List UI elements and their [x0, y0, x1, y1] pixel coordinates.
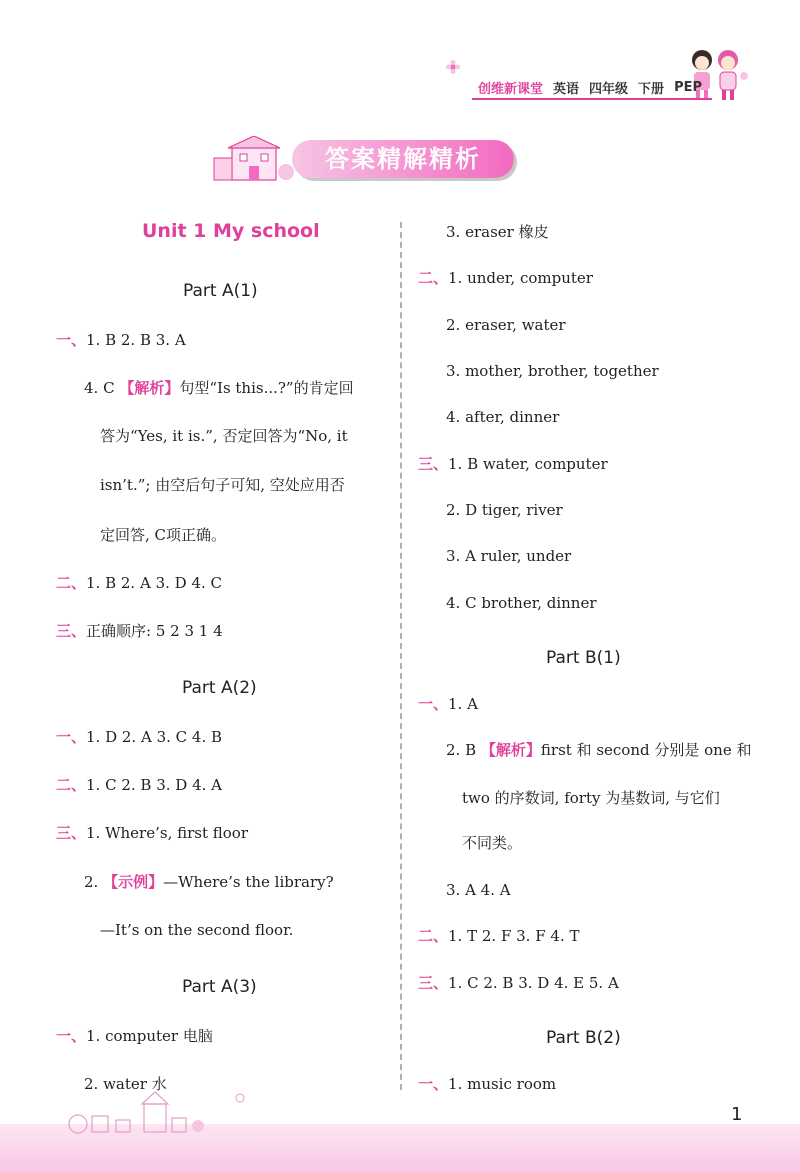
list-item — [56, 727, 222, 747]
answer-text: 1. C 2. B 3. D 4. A — [86, 776, 222, 794]
section-number: 三、 — [418, 455, 449, 473]
list-item — [56, 621, 223, 641]
town-illustration-icon — [64, 1086, 254, 1136]
list-item: —It’s on the second floor. — [100, 921, 294, 939]
answer-text: 1. B 2. B 3. A — [86, 331, 186, 349]
section-number: 二、 — [56, 776, 87, 794]
answer-text: 正确顺序: 5 2 3 1 4 — [86, 622, 223, 640]
brand-name: 创维新课堂 — [478, 81, 544, 97]
list-item — [56, 330, 186, 350]
analysis-tag: 【解析】 — [480, 741, 541, 759]
list-item: 4. after, dinner — [446, 408, 560, 426]
list-item — [418, 694, 478, 714]
answer-text: 1. A — [448, 695, 478, 713]
part-a2-title: Part A(2) — [182, 678, 257, 698]
answer-text: 2. B — [446, 741, 481, 759]
answer-text: first 和 second 分别是 one 和 — [540, 741, 752, 759]
list-item: 3. eraser 橡皮 — [446, 223, 549, 241]
list-item: 4. C brother, dinner — [446, 594, 597, 612]
answer-text: 1. music room — [448, 1075, 557, 1093]
section-number: 一、 — [56, 331, 87, 349]
page-title: 答案精解精析 — [325, 145, 481, 173]
answer-text: 2. — [84, 873, 104, 891]
answer-text: 1. computer 电脑 — [86, 1027, 213, 1045]
header-grade: 四年级 — [589, 81, 629, 97]
section-number: 三、 — [418, 974, 449, 992]
answer-text: 1. B water, computer — [448, 455, 608, 473]
header-info — [478, 76, 702, 98]
column-divider — [400, 222, 402, 1090]
answer-text: 句型“Is this...?”的肯定回 — [179, 379, 354, 397]
list-item — [56, 823, 248, 843]
list-item: 2. D tiger, river — [446, 501, 563, 519]
part-b2-title: Part B(2) — [546, 1028, 621, 1048]
section-number: 二、 — [418, 269, 449, 287]
list-item — [418, 1074, 556, 1094]
list-item: 3. mother, brother, together — [446, 362, 659, 380]
list-item — [84, 872, 334, 892]
list-item — [84, 378, 354, 398]
page-number: 1 — [731, 1104, 743, 1125]
part-a3-title: Part A(3) — [182, 977, 257, 997]
section-number: 二、 — [418, 927, 449, 945]
answer-text: 1. D 2. A 3. C 4. B — [86, 728, 222, 746]
flower-icon — [446, 60, 460, 74]
list-item: 不同类。 — [462, 834, 523, 852]
header-edition: PEP — [674, 79, 702, 95]
list-item: 3. A ruler, under — [446, 547, 572, 565]
unit-title: Unit 1 My school — [142, 220, 320, 242]
section-number: 一、 — [418, 1075, 449, 1093]
list-item: two 的序数词, forty 为基数词, 与它们 — [462, 789, 720, 807]
example-tag: 【示例】 — [103, 873, 164, 891]
list-item — [56, 775, 222, 795]
answer-text: —Where’s the library? — [163, 873, 334, 891]
list-item: isn’t.”; 由空后句子可知, 空处应用否 — [100, 476, 345, 494]
list-item — [418, 973, 619, 993]
section-number: 一、 — [418, 695, 449, 713]
answer-text: 1. C 2. B 3. D 4. E 5. A — [448, 974, 619, 992]
header-subject: 英语 — [553, 81, 580, 97]
analysis-tag: 【解析】 — [119, 379, 180, 397]
list-item — [418, 454, 608, 474]
answer-text: 1. B 2. A 3. D 4. C — [86, 574, 222, 592]
list-item: 定回答, C项正确。 — [100, 526, 227, 544]
list-item — [56, 573, 222, 593]
part-a1-title: Part A(1) — [183, 281, 258, 301]
list-item — [56, 1026, 213, 1046]
list-item: 3. A 4. A — [446, 881, 511, 899]
list-item: 答为“Yes, it is.”, 否定回答为“No, it — [100, 427, 348, 445]
list-item: 2. eraser, water — [446, 316, 566, 334]
header-term: 下册 — [638, 81, 665, 97]
list-item — [418, 268, 593, 288]
section-number: 一、 — [56, 1027, 87, 1045]
list-item — [418, 926, 579, 946]
answer-text: 1. Where’s, first floor — [86, 824, 249, 842]
answer-text: 1. under, computer — [448, 269, 593, 287]
answer-text: 1. T 2. F 3. F 4. T — [448, 927, 580, 945]
section-number: 三、 — [56, 622, 87, 640]
section-number: 三、 — [56, 824, 87, 842]
section-number: 二、 — [56, 574, 87, 592]
section-number: 一、 — [56, 728, 87, 746]
part-b1-title: Part B(1) — [546, 648, 621, 668]
list-item — [446, 740, 751, 760]
header-rule — [472, 98, 712, 100]
list-item: 2. water 水 — [84, 1075, 167, 1093]
answer-text: 4. C — [84, 379, 120, 397]
